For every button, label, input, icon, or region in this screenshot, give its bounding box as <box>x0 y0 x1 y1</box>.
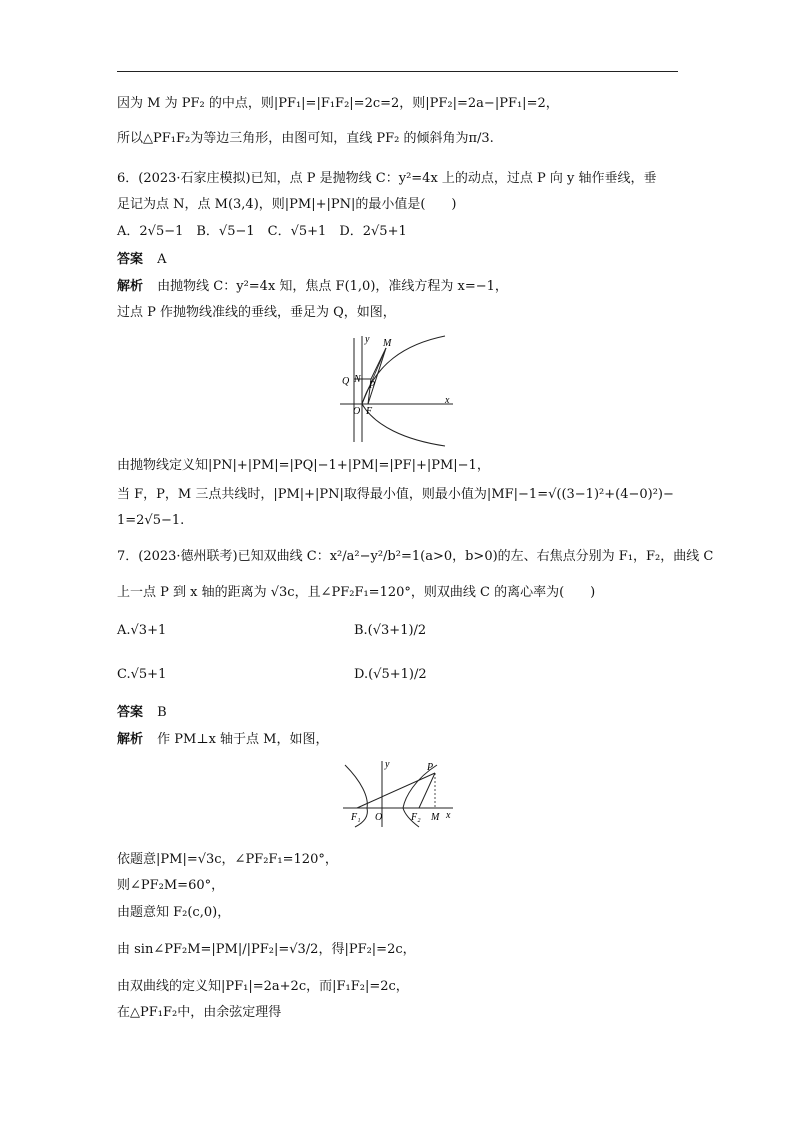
header-rule <box>117 71 678 72</box>
y-label: y <box>365 334 370 345</box>
solution-text: 作 PM⊥x 轴于点 M，如图， <box>157 732 329 747</box>
answer-7 <box>117 704 167 722</box>
p-label: P <box>427 762 434 773</box>
parabola-curve <box>362 336 445 446</box>
text-line: 因为 M 为 PF₂ 的中点，则|PF₁|=|F₁F₂|=2c=2，则|PF₂|=2a−|PF₁|=2， <box>117 96 559 111</box>
parabola-figure <box>335 330 460 448</box>
n-label: N <box>354 374 361 385</box>
m-label: M <box>431 812 440 823</box>
answer-6 <box>117 251 167 269</box>
option-d: D.(√5+1)/2 <box>354 667 427 682</box>
option-b: B.(√3+1)/2 <box>354 623 427 638</box>
answer-value: B <box>157 705 167 720</box>
answer-label: 答案 <box>117 705 144 720</box>
x-label: x <box>445 395 450 406</box>
solution-text: 当 F，P，M 三点共线时，|PM|+|PN|取得最小值，则最小值为|MF|−1=√((3−1)²+(4−0)²)− <box>117 487 674 502</box>
solution-label: 解析 <box>117 732 144 747</box>
om-segment <box>362 348 386 404</box>
answer-value: A <box>157 252 167 267</box>
solution-text: 由题意知 F₂(c,0)， <box>117 905 231 920</box>
solution-text: 由抛物线 C：y²=4x 知，焦点 F(1,0)，准线方程为 x=−1， <box>157 279 508 294</box>
pf2-segment <box>419 773 435 808</box>
solution-label: 解析 <box>117 279 144 294</box>
f1-label: F₁ <box>351 812 361 823</box>
m-label: M <box>383 338 392 349</box>
hyperbola-figure <box>335 757 460 829</box>
q-label: Q <box>342 376 350 387</box>
solution-text: 由双曲线的定义知|PF₁|=2a+2c，而|F₁F₂|=2c， <box>117 979 409 994</box>
option-c: C.√5+1 <box>117 667 167 682</box>
answer-label: 答案 <box>117 252 144 267</box>
solution-text: 由抛物线定义知|PN|+|PM|=|PQ|−1+|PM|=|PF|+|PM|−1， <box>117 458 490 473</box>
solution-text: 过点 P 作抛物线准线的垂线，垂足为 Q，如图， <box>117 305 396 320</box>
option-a: A.√3+1 <box>117 623 167 638</box>
question-7-stem: 上一点 P 到 x 轴的距离为 √3c，且∠PF₂F₁=120°，则双曲线 C 的离心率为( ) <box>117 585 596 600</box>
o-label: O <box>353 406 361 417</box>
solution-7 <box>117 731 328 749</box>
text-line: 所以△PF₁F₂为等边三角形，由图可知，直线 PF₂ 的倾斜角为π/3. <box>117 131 494 146</box>
o-label: O <box>375 812 383 823</box>
fm-segment <box>368 348 386 404</box>
f2-label: F₂ <box>411 812 421 823</box>
solution-text: 则∠PF₂M=60°， <box>117 878 225 893</box>
f-label: F <box>366 406 373 417</box>
solution-text: 依题意|PM|=√3c，∠PF₂F₁=120°， <box>117 852 338 867</box>
solution-text: 1=2√5−1. <box>117 513 185 528</box>
p-label: P <box>369 380 376 391</box>
question-6-stem: 足记为点 N，点 M(3,4)，则|PM|+|PN|的最小值是( ) <box>117 197 457 212</box>
question-6-options: A．2√5−1 B．√5−1 C．√5+1 D．2√5+1 <box>117 224 407 239</box>
question-6-stem: 6．(2023·石家庄模拟)已知，点 P 是抛物线 C：y²=4x 上的动点，过点 P 向 y 轴作垂线，垂 <box>117 171 657 186</box>
pf1-segment <box>357 773 435 808</box>
question-7-stem: 7．(2023·德州联考)已知双曲线 C：x²/a²−y²/b²=1(a>0，b>0)的左、右焦点分别为 F₁，F₂，曲线 C <box>117 549 714 564</box>
x-label: x <box>446 810 451 821</box>
solution-text: 由 sin∠PF₂M=|PM|/|PF₂|=√3/2，得|PF₂|=2c， <box>117 942 416 957</box>
solution-text: 在△PF₁F₂中，由余弦定理得 <box>117 1005 282 1020</box>
y-label: y <box>385 759 390 770</box>
solution-6 <box>117 278 508 296</box>
